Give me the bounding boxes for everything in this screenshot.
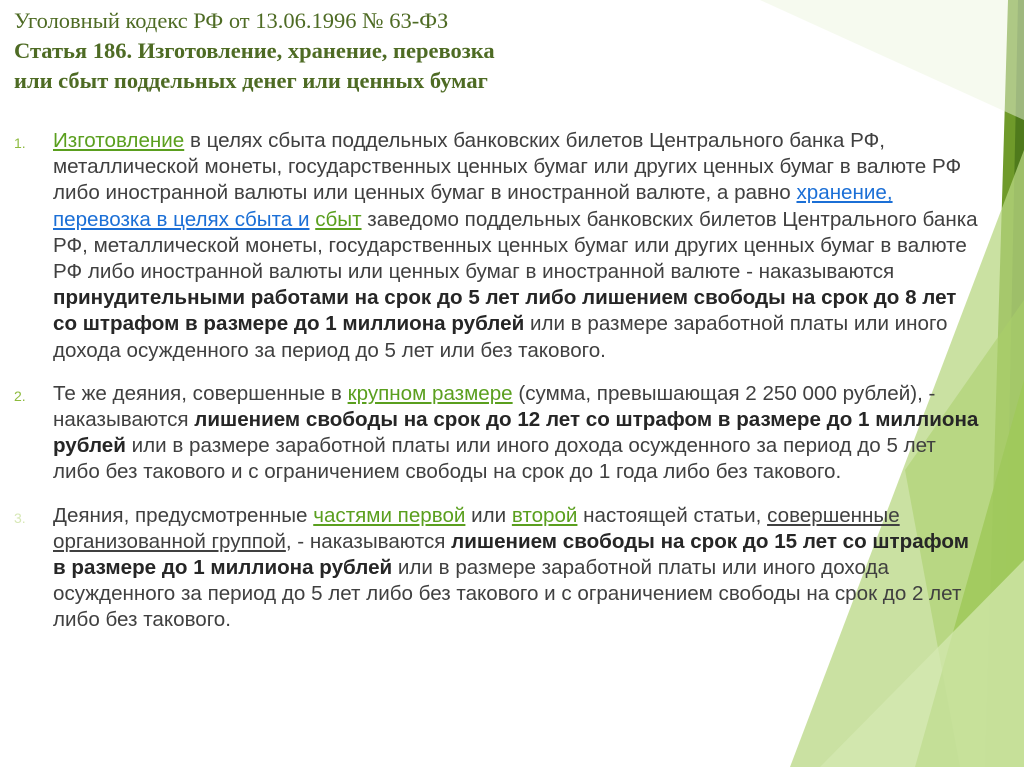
link-part-one[interactable]: частями первой	[313, 503, 466, 527]
slide-title	[14, 6, 854, 96]
text-segment: или	[465, 503, 512, 527]
link-organized-group[interactable]: совершенные организованной группой	[53, 503, 900, 553]
link-sale[interactable]: сбыт	[315, 207, 362, 231]
link-manufacture[interactable]: Изготовление	[53, 129, 185, 152]
text-segment: заведомо поддельных банковских билетов Центрального банка РФ, металлической монеты, государственных ценных бумаг или других ценных бумаг в валюте РФ либо иностранной валюты или ценных бумаг в иностранной валюте - наказываются	[53, 207, 978, 284]
title-line-3: или сбыт поддельных денег или ценных бумаг	[14, 68, 488, 93]
link-part-two[interactable]: второй	[511, 503, 578, 527]
text-segment: или в размере заработной платы или иного дохода осужденного за период до 5 лет либо без такового и с ограничением свободы на срок до 2 лет либо без такового.	[53, 556, 962, 632]
text-segment: (сумма, превышающая 2 250 000 рублей), - наказываются	[53, 381, 936, 432]
penalty-bold: лишением свободы на срок до 12 лет со штрафом в размере до 1 миллиона рублей	[53, 408, 979, 458]
text-segment: Деяния, предусмотренные	[53, 503, 314, 527]
link-large-size[interactable]: крупном размере	[347, 381, 513, 405]
list-number: 1.	[14, 135, 26, 151]
link-storage-transport[interactable]: хранение, перевозка в целях сбыта и	[53, 181, 893, 231]
text-segment: или в размере заработной платы или иного дохода осужденного за период до 5 лет или без такового.	[53, 312, 948, 362]
title-line-1: Уголовный кодекс РФ от 13.06.1996 № 63-ФЗ	[14, 8, 449, 33]
list-number: 2.	[14, 387, 26, 404]
text-segment: или в размере заработной платы или иного дохода осужденного за период до 5 лет либо без такового и с ограничением свободы на срок до 1 года либо без такового.	[53, 434, 936, 484]
article-parts-list	[14, 128, 986, 634]
list-item-part-3	[14, 503, 986, 634]
title-line-2: Статья 186. Изготовление, хранение, перевозка	[14, 38, 495, 63]
text-segment: в целях сбыта поддельных банковских билетов Центрального банка РФ, металлической монеты, государственных ценных бумаг или других ценных бумаг в валюте РФ либо иностранной валюты или ценных бумаг в иностранной валюте, а равно	[53, 129, 962, 205]
text-segment: настоящей статьи,	[577, 503, 768, 527]
list-item-part-1	[14, 128, 986, 364]
list-number: 3.	[14, 509, 26, 526]
text-segment: , - наказываются	[285, 529, 452, 553]
penalty-bold: принудительными работами на срок до 5 лет либо лишением свободы на срок до 8 лет со штрафом в размере до 1 миллиона рублей	[53, 286, 957, 336]
list-item-part-2	[14, 381, 986, 486]
text-segment: Те же деяния, совершенные в	[53, 381, 348, 405]
penalty-bold: лишением свободы на срок до 15 лет со штрафом в размере до 1 миллиона рублей	[53, 529, 969, 580]
